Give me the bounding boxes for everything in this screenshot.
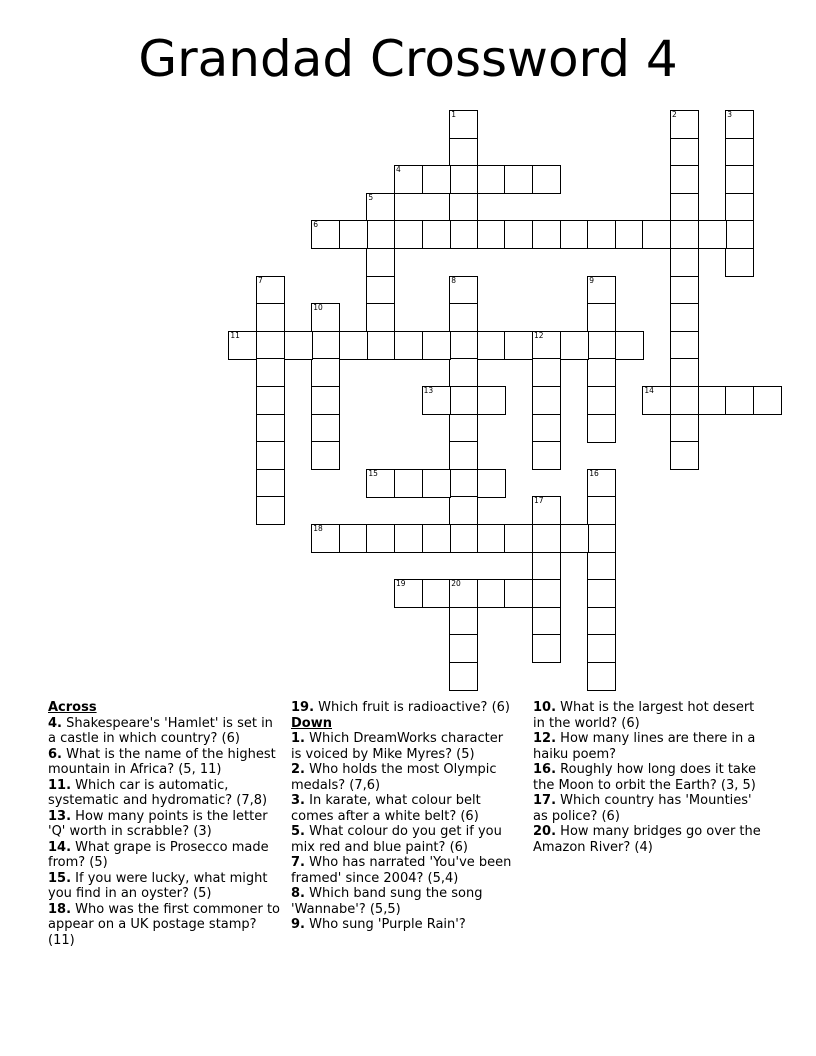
- grid-cell[interactable]: [449, 110, 478, 139]
- grid-cell[interactable]: [615, 220, 644, 249]
- grid-cell[interactable]: [449, 414, 478, 443]
- grid-cell[interactable]: [477, 386, 506, 415]
- grid-cell[interactable]: [587, 662, 616, 691]
- grid-cell[interactable]: [670, 276, 699, 305]
- grid-cell[interactable]: [366, 193, 395, 222]
- grid-cell[interactable]: [532, 607, 561, 636]
- grid-cell[interactable]: [615, 331, 644, 360]
- grid-cell[interactable]: [449, 193, 478, 222]
- grid-cell[interactable]: [560, 220, 589, 249]
- grid-cell[interactable]: [532, 441, 561, 470]
- clue: [48, 809, 283, 840]
- grid-cell[interactable]: [587, 552, 616, 581]
- grid-cell[interactable]: [311, 524, 340, 553]
- clue: [291, 793, 513, 824]
- clue: [533, 824, 768, 855]
- grid-cell[interactable]: [587, 634, 616, 663]
- grid-cell[interactable]: [725, 248, 754, 277]
- clue-number: 2: [672, 110, 677, 119]
- clue: [48, 716, 283, 747]
- grid-cell[interactable]: [670, 303, 699, 332]
- clue-text: If you were lucky, what might you find in an oyster? (5): [48, 870, 268, 901]
- clue: [48, 840, 283, 871]
- clue-number: 8: [451, 275, 456, 285]
- clue-text: What is the name of the highest mountain in Africa? (5, 11): [48, 746, 276, 777]
- grid-cell[interactable]: [532, 358, 561, 387]
- clue-column-1: [48, 700, 283, 948]
- grid-cell[interactable]: [587, 331, 616, 360]
- grid-cell[interactable]: [725, 165, 754, 194]
- grid-cell[interactable]: [422, 331, 451, 360]
- across-clue-list-continued: [291, 700, 513, 716]
- clue-number: 1.: [291, 731, 305, 746]
- grid-cell[interactable]: [394, 331, 423, 360]
- grid-cell[interactable]: [504, 579, 533, 608]
- grid-cell[interactable]: [256, 386, 285, 415]
- grid-cell[interactable]: [670, 386, 699, 415]
- clue-number: 20.: [533, 824, 557, 839]
- clue-number: 3: [727, 110, 732, 119]
- grid-cell[interactable]: [394, 524, 423, 553]
- grid-cell[interactable]: [753, 386, 782, 415]
- grid-cell[interactable]: [449, 276, 478, 305]
- clue: [291, 762, 513, 793]
- grid-cell[interactable]: [394, 579, 423, 608]
- grid-cell[interactable]: [670, 248, 699, 277]
- clue-number: 10: [313, 303, 323, 313]
- clue: [533, 700, 768, 731]
- grid-cell[interactable]: [587, 386, 616, 415]
- grid-cell[interactable]: [532, 552, 561, 581]
- grid-cell[interactable]: [449, 303, 478, 332]
- grid-cell[interactable]: [587, 524, 616, 553]
- clue-number: 15.: [48, 870, 72, 886]
- grid-cell[interactable]: [449, 662, 478, 691]
- grid-cell[interactable]: [670, 193, 699, 222]
- clue: [533, 762, 768, 793]
- grid-cell[interactable]: [725, 193, 754, 222]
- clue-number: 8.: [291, 886, 305, 901]
- clue-column-3: [533, 700, 768, 855]
- grid-cell[interactable]: [339, 331, 368, 360]
- grid-cell[interactable]: [311, 331, 340, 360]
- clue-number: 20: [451, 579, 461, 589]
- grid-cell[interactable]: [725, 386, 754, 415]
- clue-number: 19: [396, 579, 406, 589]
- grid-cell[interactable]: [256, 441, 285, 470]
- clue-text: Roughly how long does it take the Moon to orbit the Earth? (3, 5): [533, 762, 756, 793]
- grid-cell[interactable]: [532, 634, 561, 663]
- clue: [533, 793, 768, 824]
- clue-number: 5.: [291, 824, 305, 839]
- grid-cell[interactable]: [339, 524, 368, 553]
- clue-text: In karate, what colour belt comes after a white belt? (6): [291, 793, 481, 824]
- grid-cell[interactable]: [477, 165, 506, 194]
- grid-cell[interactable]: [532, 414, 561, 443]
- grid-cell[interactable]: [587, 303, 616, 332]
- clue: [48, 902, 283, 949]
- clue-number: 16.: [533, 762, 557, 777]
- clue-number: 12: [534, 330, 544, 340]
- grid-cell[interactable]: [642, 386, 671, 415]
- clue-number: 7.: [291, 855, 305, 870]
- grid-cell[interactable]: [422, 386, 451, 415]
- grid-cell[interactable]: [670, 358, 699, 387]
- grid-cell[interactable]: [284, 331, 313, 360]
- clue-number: 5: [368, 192, 374, 202]
- grid-cell[interactable]: [256, 414, 285, 443]
- grid-cell[interactable]: [670, 138, 699, 167]
- clue-text: How many bridges go over the Amazon River? (4): [533, 824, 761, 855]
- clue: [48, 871, 283, 902]
- grid-cell[interactable]: [670, 414, 699, 443]
- grid-cell[interactable]: [449, 441, 478, 470]
- grid-cell[interactable]: [311, 358, 340, 387]
- clue-number: 14.: [48, 839, 72, 855]
- down-heading: Down: [291, 715, 332, 731]
- grid-cell[interactable]: [587, 276, 616, 305]
- grid-cell[interactable]: [366, 331, 395, 360]
- grid-cell[interactable]: [587, 414, 616, 443]
- down-clue-list: [291, 731, 513, 933]
- grid-cell[interactable]: [256, 331, 285, 360]
- grid-cell[interactable]: [532, 165, 561, 194]
- grid-cell[interactable]: [449, 220, 478, 249]
- across-heading: Across: [48, 700, 97, 715]
- grid-cell[interactable]: [532, 386, 561, 415]
- clue: [291, 886, 513, 917]
- clue-number: 12.: [533, 731, 557, 746]
- clue-text: How many lines are there in a haiku poem?: [533, 731, 756, 762]
- clue: [48, 778, 283, 809]
- clue-number: 10.: [533, 700, 557, 715]
- grid-cell[interactable]: [698, 220, 727, 249]
- grid-cell[interactable]: [449, 331, 478, 360]
- grid-cell[interactable]: [311, 386, 340, 415]
- grid-cell[interactable]: [670, 110, 699, 139]
- clue-number: 4.: [48, 715, 62, 731]
- clue-text: Who has narrated 'You've been framed' since 2004? (5,4): [291, 855, 512, 886]
- grid-cell[interactable]: [366, 303, 395, 332]
- grid-cell[interactable]: [670, 220, 699, 249]
- grid-cell[interactable]: [422, 579, 451, 608]
- grid-cell[interactable]: [560, 331, 589, 360]
- grid-cell[interactable]: [477, 524, 506, 553]
- grid-cell[interactable]: [670, 165, 699, 194]
- grid-cell[interactable]: [449, 524, 478, 553]
- clue: [291, 917, 513, 933]
- grid-cell[interactable]: [587, 607, 616, 636]
- clue-number: 17.: [533, 793, 557, 808]
- clue-text: Who holds the most Olympic medals? (7,6): [291, 762, 497, 793]
- clue-text: What grape is Prosecco made from? (5): [48, 839, 269, 870]
- grid-cell[interactable]: [422, 220, 451, 249]
- grid-cell[interactable]: [422, 469, 451, 498]
- grid-cell[interactable]: [504, 220, 533, 249]
- clue-text: Who sung 'Purple Rain'?: [304, 917, 466, 932]
- grid-cell[interactable]: [366, 248, 395, 277]
- clue-number: 6: [313, 220, 318, 230]
- grid-cell[interactable]: [256, 358, 285, 387]
- down-clue-list-continued: [533, 700, 768, 855]
- grid-cell[interactable]: [256, 469, 285, 498]
- grid-cell[interactable]: [504, 524, 533, 553]
- clue-number: 18.: [48, 901, 72, 917]
- clue: [291, 700, 513, 716]
- grid-cell[interactable]: [228, 331, 257, 360]
- grid-cell[interactable]: [449, 165, 478, 194]
- grid-cell[interactable]: [477, 579, 506, 608]
- clue-number: 9: [589, 275, 594, 285]
- clue-text: How many points is the letter 'Q' worth in scrabble? (3): [48, 808, 268, 839]
- grid-cell[interactable]: [449, 607, 478, 636]
- grid-cell[interactable]: [366, 220, 395, 249]
- clue-number: 13: [423, 386, 434, 395]
- grid-cell[interactable]: [422, 165, 451, 194]
- clue-text: What colour do you get if you mix red and blue paint? (6): [291, 824, 502, 855]
- grid-cell[interactable]: [670, 331, 699, 360]
- clue: [291, 855, 513, 886]
- grid-cell[interactable]: [532, 331, 561, 360]
- grid-cell[interactable]: [449, 634, 478, 663]
- clue: [291, 731, 513, 762]
- clue-number: 2.: [291, 762, 305, 777]
- grid-cell[interactable]: [449, 386, 478, 415]
- grid-cell[interactable]: [394, 165, 423, 194]
- grid-cell[interactable]: [670, 441, 699, 470]
- clue-text: Which country has 'Mounties' as police? (6): [533, 793, 752, 824]
- grid-cell[interactable]: [725, 110, 754, 139]
- grid-cell[interactable]: [366, 469, 395, 498]
- clue-number: 14: [644, 386, 654, 395]
- grid-cell[interactable]: [366, 524, 395, 553]
- clue: [48, 747, 283, 778]
- clue-number: 17: [534, 496, 544, 506]
- clue-number: 3.: [291, 793, 305, 808]
- clue-number: 15: [368, 468, 378, 478]
- clue-number: 6.: [48, 746, 62, 762]
- grid-cell[interactable]: [725, 220, 754, 249]
- page-title: Grandad Crossword 4: [138, 30, 678, 88]
- clue-text: Which car is automatic, systematic and hydromatic? (7,8): [48, 777, 268, 808]
- clue-text: Which band sung the song 'Wannabe'? (5,5): [291, 886, 483, 917]
- grid-cell[interactable]: [256, 276, 285, 305]
- grid-cell[interactable]: [449, 138, 478, 167]
- clue-number: 11.: [48, 777, 72, 793]
- grid-cell[interactable]: [725, 138, 754, 167]
- grid-cell[interactable]: [532, 496, 561, 525]
- grid-cell[interactable]: [504, 165, 533, 194]
- grid-cell[interactable]: [449, 358, 478, 387]
- clue: [533, 731, 768, 762]
- grid-cell[interactable]: [587, 496, 616, 525]
- clue-text: Shakespeare's 'Hamlet' is set in a castle in which country? (6): [48, 715, 273, 746]
- grid-cell[interactable]: [532, 524, 561, 553]
- grid-cell[interactable]: [256, 303, 285, 332]
- clue-text: Which DreamWorks character is voiced by Mike Myres? (5): [291, 731, 504, 762]
- grid-cell[interactable]: [587, 469, 616, 498]
- grid-cell[interactable]: [587, 220, 616, 249]
- clue-text: What is the largest hot desert in the world? (6): [533, 700, 755, 731]
- grid-cell[interactable]: [587, 579, 616, 608]
- grid-cell[interactable]: [560, 524, 589, 553]
- clue-number: 11: [230, 330, 240, 340]
- clue-number: 19.: [291, 700, 315, 715]
- grid-cell[interactable]: [449, 469, 478, 498]
- across-clue-list: [48, 716, 283, 949]
- grid-cell[interactable]: [504, 331, 533, 360]
- clue-number: 7: [258, 275, 263, 285]
- grid-cell[interactable]: [477, 220, 506, 249]
- grid-cell[interactable]: [698, 386, 727, 415]
- grid-cell[interactable]: [256, 496, 285, 525]
- grid-cell[interactable]: [477, 469, 506, 498]
- clue: [291, 824, 513, 855]
- clue-text: Which fruit is radioactive? (6): [314, 700, 510, 715]
- grid-cell[interactable]: [366, 276, 395, 305]
- grid-cell[interactable]: [311, 441, 340, 470]
- grid-cell[interactable]: [311, 414, 340, 443]
- grid-cell[interactable]: [394, 469, 423, 498]
- clue-text: Who was the first commoner to appear on a UK postage stamp? (11): [48, 901, 280, 948]
- clue-number: 1: [451, 110, 456, 119]
- grid-cell[interactable]: [449, 496, 478, 525]
- grid-cell[interactable]: [311, 220, 340, 249]
- grid-cell[interactable]: [587, 358, 616, 387]
- grid-cell[interactable]: [532, 220, 561, 249]
- grid-cell[interactable]: [394, 220, 423, 249]
- clue-number: 4: [396, 165, 401, 175]
- clue-column-2: [291, 700, 513, 933]
- grid-cell[interactable]: [532, 579, 561, 608]
- grid-cell[interactable]: [449, 579, 478, 608]
- clue-number: 16: [589, 468, 599, 478]
- clue-number: 18: [313, 524, 323, 533]
- grid-cell[interactable]: [339, 220, 368, 249]
- clue-number: 13.: [48, 808, 72, 824]
- grid-cell[interactable]: [422, 524, 451, 553]
- grid-cell[interactable]: [642, 220, 671, 249]
- clue-number: 9.: [291, 917, 305, 932]
- grid-cell[interactable]: [477, 331, 506, 360]
- grid-cell[interactable]: [311, 303, 340, 332]
